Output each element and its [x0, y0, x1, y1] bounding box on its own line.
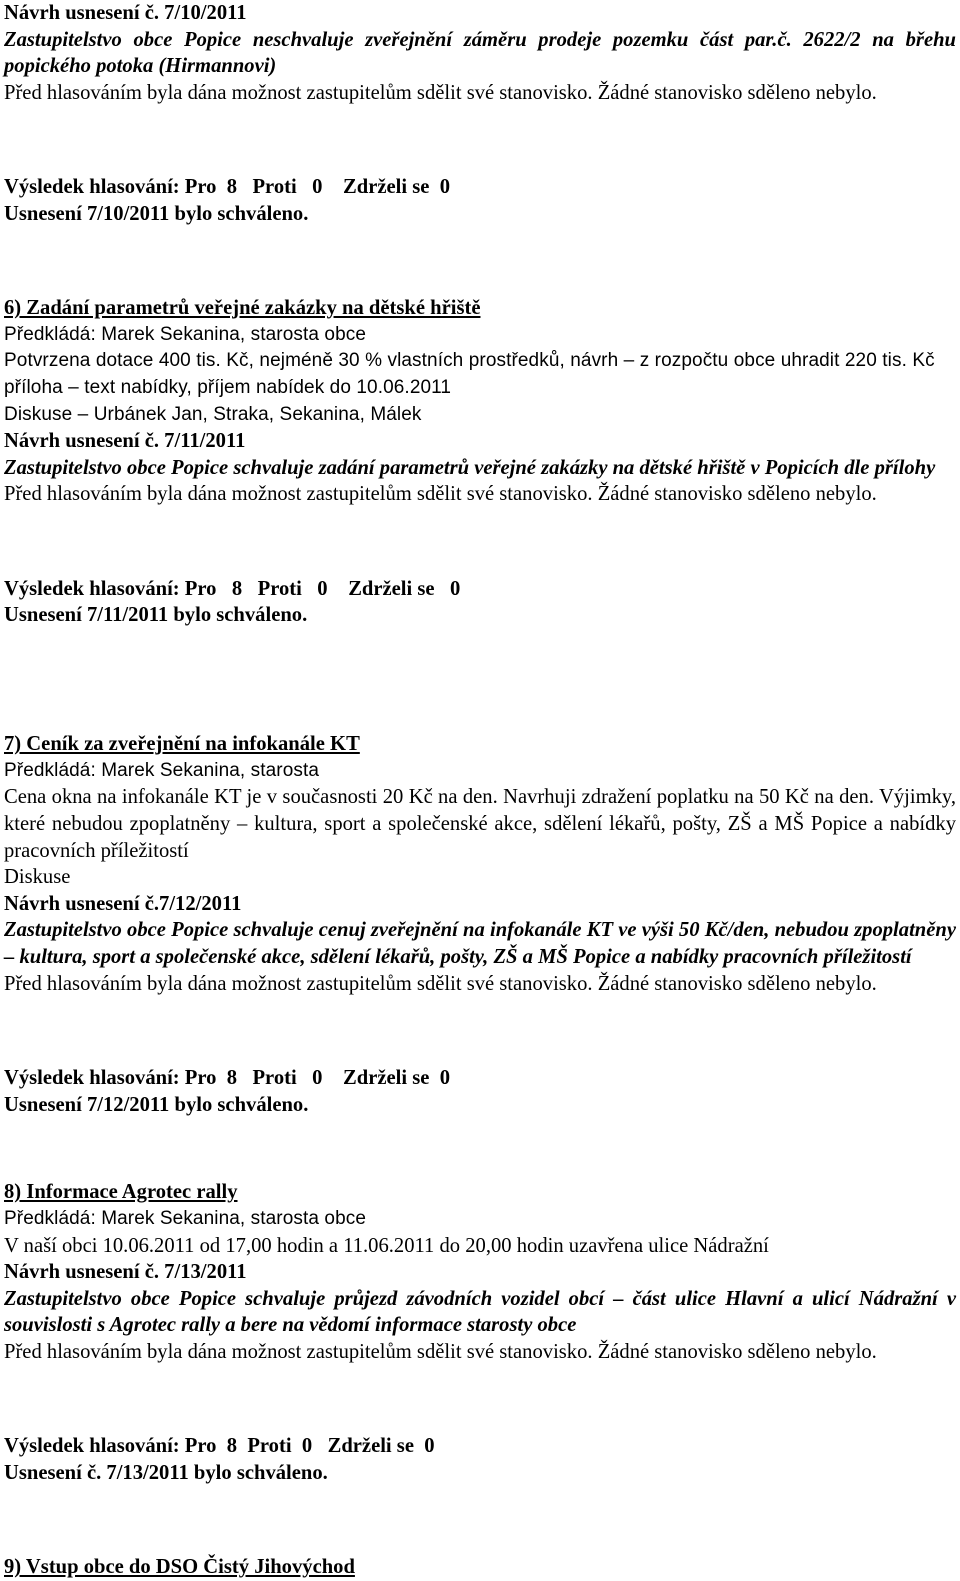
resolution-text: Zastupitelstvo obce Popice neschvaluje zveřejnění záměru prodeje pozemku část par.č. 2622/2 na břehu popického potoka (Hirmannovi)	[4, 28, 956, 78]
paragraph: Cena okna na infokanále KT je v současnosti 20 Kč na den. Navrhuji zdražení poplatku na 50 Kč na den. Výjimky, které nebudou zpoplatněny – kultura, sport a společenské akce, sdělení lékařů, pošty, ZŠ a MŠ Popice a nabídky pracovních příležitostí	[4, 786, 956, 862]
paragraph: Před hlasováním byla dána možnost zastupitelům sdělit své stanovisko. Žádné stanovisko sděleno nebylo.	[4, 81, 877, 104]
vote-result: Výsledek hlasování: Pro 8 Proti 0 Zdrželi se 0	[4, 1435, 435, 1458]
vote-result: Výsledek hlasování: Pro 8 Proti 0 Zdrželi se 0	[4, 1066, 450, 1089]
agenda-heading: 8) Informace Agrotec rally	[4, 1181, 238, 1204]
info-line: příloha – text nabídky, příjem nabídek do 10.06.2011	[4, 376, 452, 398]
spacer	[4, 1507, 956, 1534]
info-line: Předkládá: Marek Sekanina, starosta	[4, 759, 320, 781]
info-line: Diskuse – Urbánek Jan, Straka, Sekanina, Málek	[4, 403, 422, 425]
resolution-line: Návrh usnesení č.7/12/2011	[4, 892, 242, 915]
paragraph: V naší obci 10.06.2011 od 17,00 hodin a 11.06.2011 do 20,00 hodin uzavřena ulice Nádražní	[4, 1234, 769, 1257]
agenda-heading: 9) Vstup obce do DSO Čistý Jihovýchod	[4, 1556, 355, 1579]
spacer	[4, 649, 956, 676]
paragraph: Před hlasováním byla dána možnost zastupitelům sdělit své stanovisko. Žádné stanovisko sděleno nebylo.	[4, 483, 877, 506]
paragraph: Před hlasováním byla dána možnost zastupitelům sdělit své stanovisko. Žádné stanovisko sděleno nebylo.	[4, 972, 877, 995]
info-line: Předkládá: Marek Sekanina, starosta obce	[4, 323, 367, 345]
vote-result: Výsledek hlasování: Pro 8 Proti 0 Zdrželi se 0	[4, 577, 461, 600]
resolution-line: Návrh usnesení č. 7/13/2011	[4, 1261, 247, 1284]
resolution-line: Usnesení 7/12/2011 bylo schváleno.	[4, 1093, 309, 1116]
resolution-line: Návrh usnesení č. 7/10/2011	[4, 2, 247, 24]
info-line: Předkládá: Marek Sekanina, starosta obce	[4, 1207, 367, 1229]
resolution-text: Zastupitelstvo obce Popice schvaluje cenuj zveřejnění na infokanále KT ve výši 50 Kč/den, nebudou zpoplatněny – kultura, sport a společenské akce, sdělení lékařů, pošty, ZŠ a MŠ Popice a nabídky pracovních příležitostí	[4, 919, 956, 968]
resolution-line: Usnesení č. 7/13/2011 bylo schváleno.	[4, 1461, 328, 1484]
spacer	[4, 1386, 956, 1413]
resolution-text: Zastupitelstvo obce Popice schvaluje zadání parametrů veřejné zakázky na dětské hřiště v Popicích dle přílohy	[4, 456, 936, 479]
vote-result: Výsledek hlasování: Pro 8 Proti 0 Zdrželi se 0	[4, 176, 450, 199]
paragraph: Diskuse	[4, 866, 71, 889]
resolution-line: Usnesení 7/10/2011 bylo schváleno.	[4, 202, 309, 225]
spacer	[4, 528, 956, 555]
spacer	[4, 248, 956, 275]
resolution-text: Zastupitelstvo obce Popice schvaluje průjezd závodních vozidel obcí – část ulice Hlavní a ulicí Nádražní v souvislosti s Agrotec rally a bere na vědomí informace starosty obce	[4, 1287, 956, 1337]
spacer	[4, 127, 956, 154]
spacer	[4, 1139, 956, 1159]
agenda-heading: 6) Zadání parametrů veřejné zakázky na dětské hřiště	[4, 297, 481, 320]
spacer	[4, 1018, 956, 1045]
spacer	[4, 697, 956, 711]
agenda-heading: 7) Ceník za zveřejnění na infokanále KT	[4, 733, 360, 756]
info-line: Potvrzena dotace 400 tis. Kč, nejméně 30 % vlastních prostředků, návrh – z rozpočtu obce uhradit 220 tis. Kč	[4, 350, 935, 372]
resolution-line: Návrh usnesení č. 7/11/2011	[4, 430, 246, 453]
paragraph: Před hlasováním byla dána možnost zastupitelům sdělit své stanovisko. Žádné stanovisko sděleno nebylo.	[4, 1340, 877, 1363]
resolution-line: Usnesení 7/11/2011 bylo schváleno.	[4, 604, 308, 627]
